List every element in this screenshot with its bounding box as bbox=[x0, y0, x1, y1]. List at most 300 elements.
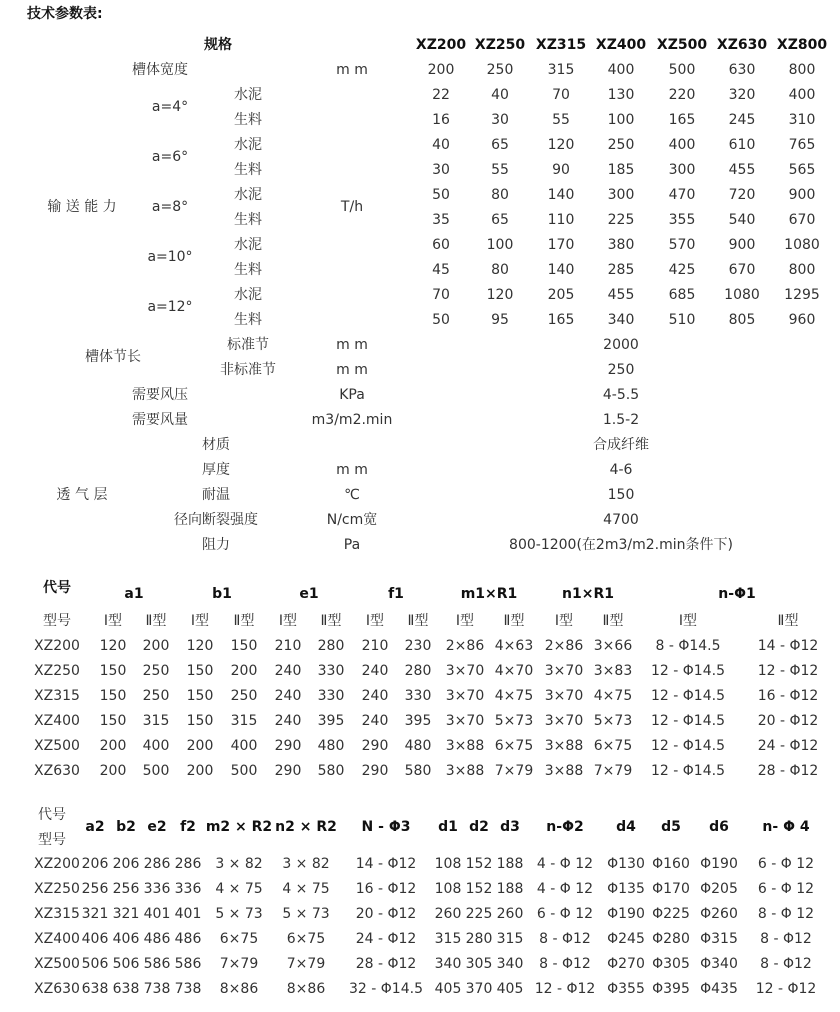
value-cell: 3×70 bbox=[445, 713, 485, 729]
model-name: XZ500 bbox=[34, 956, 80, 972]
value-cell: 30 bbox=[491, 112, 509, 128]
value-cell: 1080 bbox=[784, 237, 820, 253]
value-cell: Φ435 bbox=[700, 981, 738, 997]
value-cell: 120 bbox=[186, 638, 214, 654]
value-cell: 480 bbox=[404, 738, 432, 754]
material-label: 水泥 bbox=[234, 187, 262, 203]
unit-cell: KPa bbox=[339, 387, 365, 403]
value-cell: 5 × 73 bbox=[215, 906, 263, 922]
value-cell: 720 bbox=[728, 187, 756, 203]
unit-cell: ℃ bbox=[344, 487, 360, 503]
value-cell: 240 bbox=[274, 663, 302, 679]
value-cell: 90 bbox=[552, 162, 570, 178]
column-header: a2 bbox=[85, 819, 105, 835]
value-cell: 200 bbox=[186, 763, 214, 779]
value-cell: 260 bbox=[434, 906, 462, 922]
value-cell: 286 bbox=[174, 856, 202, 872]
material-label: 水泥 bbox=[234, 137, 262, 153]
value-cell: 738 bbox=[174, 981, 202, 997]
value-cell: 610 bbox=[728, 137, 756, 153]
value-cell: 24 - Φ12 bbox=[757, 738, 819, 754]
value-cell: 4×75 bbox=[494, 688, 534, 704]
unit-cell: m3/m2.min bbox=[311, 412, 393, 428]
model-name: XZ630 bbox=[34, 981, 80, 997]
group-header: b1 bbox=[212, 586, 232, 602]
value-cell: 310 bbox=[788, 112, 816, 128]
value-cell: 245 bbox=[728, 112, 756, 128]
value-cell: 120 bbox=[486, 287, 514, 303]
value-cell: 4 - Φ 12 bbox=[536, 856, 594, 872]
column-header: d6 bbox=[709, 819, 729, 835]
value-cell: 35 bbox=[432, 212, 450, 228]
value-cell: 1.5-2 bbox=[602, 412, 640, 428]
value-cell: 150 bbox=[607, 487, 635, 503]
value-cell: 580 bbox=[404, 763, 432, 779]
value-cell: 500 bbox=[142, 763, 170, 779]
value-cell: Φ225 bbox=[652, 906, 690, 922]
value-cell: 65 bbox=[491, 137, 509, 153]
value-cell: 290 bbox=[361, 738, 389, 754]
value-cell: 395 bbox=[404, 713, 432, 729]
model-name: XZ200 bbox=[34, 638, 80, 654]
value-cell: 3×88 bbox=[445, 763, 485, 779]
value-cell: 670 bbox=[788, 212, 816, 228]
column-header: d1 bbox=[438, 819, 458, 835]
value-cell: 8 - Φ12 bbox=[539, 931, 591, 947]
value-cell: Φ190 bbox=[607, 906, 645, 922]
value-cell: 150 bbox=[99, 713, 127, 729]
sub-label: 耐温 bbox=[202, 487, 230, 503]
material-label: 水泥 bbox=[234, 87, 262, 103]
sub-label: 厚度 bbox=[202, 462, 230, 478]
value-cell: 14 - Φ12 bbox=[355, 856, 417, 872]
value-cell: 20 - Φ12 bbox=[355, 906, 417, 922]
value-cell: 510 bbox=[668, 312, 696, 328]
value-cell: 321 bbox=[112, 906, 140, 922]
value-cell: 95 bbox=[491, 312, 509, 328]
value-cell: 250 bbox=[142, 688, 170, 704]
type-header: Ⅰ型 bbox=[678, 613, 698, 629]
column-header: d2 bbox=[469, 819, 489, 835]
value-cell: 150 bbox=[186, 713, 214, 729]
value-cell: 200 bbox=[230, 663, 258, 679]
model-name: XZ200 bbox=[34, 856, 80, 872]
column-header: d3 bbox=[500, 819, 520, 835]
value-cell: 6×75 bbox=[286, 931, 326, 947]
value-cell: 486 bbox=[174, 931, 202, 947]
material-label: 生料 bbox=[234, 312, 262, 328]
value-cell: 395 bbox=[317, 713, 345, 729]
unit-cell: m m bbox=[336, 337, 368, 353]
column-header: n2 × R2 bbox=[275, 819, 337, 835]
value-cell: 290 bbox=[274, 738, 302, 754]
type-header: Ⅰ型 bbox=[365, 613, 385, 629]
value-cell: 170 bbox=[547, 237, 575, 253]
value-cell: Φ160 bbox=[652, 856, 690, 872]
value-cell: 506 bbox=[81, 956, 109, 972]
column-header: b2 bbox=[116, 819, 136, 835]
type-header: Ⅰ型 bbox=[554, 613, 574, 629]
value-cell: 586 bbox=[143, 956, 171, 972]
value-cell: 685 bbox=[668, 287, 696, 303]
value-cell: 6 - Φ 12 bbox=[757, 881, 815, 897]
value-cell: 12 - Φ12 bbox=[757, 663, 819, 679]
model-name: XZ400 bbox=[34, 713, 80, 729]
value-cell: 240 bbox=[274, 688, 302, 704]
value-cell: 250 bbox=[230, 688, 258, 704]
angle-label: a=4° bbox=[151, 99, 189, 115]
value-cell: 6 - Φ 12 bbox=[757, 856, 815, 872]
row-label-section-length: 槽体节长 bbox=[85, 349, 141, 365]
value-cell: 540 bbox=[728, 212, 756, 228]
column-header: f2 bbox=[180, 819, 196, 835]
value-cell: 3×88 bbox=[445, 738, 485, 754]
value-cell: Φ245 bbox=[607, 931, 645, 947]
row-label-wind-volume: 需要风量 bbox=[132, 412, 188, 428]
value-cell: 506 bbox=[112, 956, 140, 972]
value-cell: 20 - Φ12 bbox=[757, 713, 819, 729]
value-cell: 210 bbox=[361, 638, 389, 654]
value-cell: 330 bbox=[317, 663, 345, 679]
value-cell: 100 bbox=[607, 112, 635, 128]
model-name: XZ250 bbox=[34, 663, 80, 679]
header-model: XZ200 bbox=[415, 37, 467, 53]
group-header: m1×R1 bbox=[460, 586, 518, 602]
model-label: 型号 bbox=[38, 832, 66, 848]
model-name: XZ315 bbox=[34, 906, 80, 922]
value-cell: 400 bbox=[788, 87, 816, 103]
value-cell: 12 - Φ14.5 bbox=[651, 738, 725, 754]
value-cell: 32 - Φ14.5 bbox=[349, 981, 423, 997]
value-cell: 400 bbox=[668, 137, 696, 153]
value-cell: 2000 bbox=[603, 337, 639, 353]
value-cell: Φ305 bbox=[652, 956, 690, 972]
value-cell: 150 bbox=[186, 688, 214, 704]
header-model: XZ630 bbox=[716, 37, 768, 53]
value-cell: 188 bbox=[496, 881, 524, 897]
value-cell: 12 - Φ14.5 bbox=[651, 763, 725, 779]
value-cell: Φ280 bbox=[652, 931, 690, 947]
value-cell: 285 bbox=[607, 262, 635, 278]
header-model: XZ800 bbox=[776, 37, 828, 53]
code-label: 代号 bbox=[43, 580, 71, 596]
value-cell: 55 bbox=[552, 112, 570, 128]
value-cell: 150 bbox=[230, 638, 258, 654]
value-cell: 3×70 bbox=[445, 688, 485, 704]
value-cell: 280 bbox=[404, 663, 432, 679]
value-cell: 22 bbox=[432, 87, 450, 103]
value-cell: 8 - Φ 12 bbox=[757, 906, 815, 922]
value-cell: 206 bbox=[81, 856, 109, 872]
value-cell: 55 bbox=[491, 162, 509, 178]
value-cell: 3×88 bbox=[544, 738, 584, 754]
group-header: f1 bbox=[388, 586, 404, 602]
unit-cell: N/cm宽 bbox=[326, 512, 378, 528]
value-cell: 260 bbox=[496, 906, 524, 922]
value-cell: 70 bbox=[432, 287, 450, 303]
value-cell: 220 bbox=[668, 87, 696, 103]
value-cell: Φ260 bbox=[700, 906, 738, 922]
value-cell: 4-5.5 bbox=[602, 387, 640, 403]
value-cell: 300 bbox=[607, 187, 635, 203]
value-cell: 185 bbox=[607, 162, 635, 178]
value-cell: 165 bbox=[547, 312, 575, 328]
value-cell: 8×86 bbox=[286, 981, 326, 997]
value-cell: 16 bbox=[432, 112, 450, 128]
value-cell: 12 - Φ12 bbox=[534, 981, 596, 997]
value-cell: 28 - Φ12 bbox=[757, 763, 819, 779]
value-cell: 580 bbox=[317, 763, 345, 779]
value-cell: 70 bbox=[552, 87, 570, 103]
value-cell: 400 bbox=[230, 738, 258, 754]
type-header: Ⅱ型 bbox=[602, 613, 624, 629]
value-cell: Φ190 bbox=[700, 856, 738, 872]
value-cell: 400 bbox=[142, 738, 170, 754]
value-cell: 405 bbox=[496, 981, 524, 997]
value-cell: Φ170 bbox=[652, 881, 690, 897]
value-cell: 108 bbox=[434, 881, 462, 897]
type-header: Ⅰ型 bbox=[455, 613, 475, 629]
value-cell: 65 bbox=[491, 212, 509, 228]
value-cell: 7×79 bbox=[593, 763, 633, 779]
value-cell: 315 bbox=[142, 713, 170, 729]
value-cell: 330 bbox=[317, 688, 345, 704]
value-cell: 240 bbox=[274, 713, 302, 729]
value-cell: 150 bbox=[99, 663, 127, 679]
value-cell: Φ355 bbox=[607, 981, 645, 997]
value-cell: 900 bbox=[728, 237, 756, 253]
sub-label: 标准节 bbox=[227, 337, 269, 353]
model-label: 型号 bbox=[43, 613, 71, 629]
value-cell: 256 bbox=[81, 881, 109, 897]
value-cell: 24 - Φ12 bbox=[355, 931, 417, 947]
value-cell: 500 bbox=[668, 62, 696, 78]
value-cell: 12 - Φ12 bbox=[755, 981, 817, 997]
value-cell: 合成纤维 bbox=[593, 437, 649, 453]
value-cell: 320 bbox=[728, 87, 756, 103]
value-cell: 240 bbox=[361, 688, 389, 704]
value-cell: 315 bbox=[547, 62, 575, 78]
value-cell: 280 bbox=[465, 931, 493, 947]
type-header: Ⅰ型 bbox=[278, 613, 298, 629]
value-cell: 150 bbox=[186, 663, 214, 679]
value-cell: 6×75 bbox=[494, 738, 534, 754]
value-cell: 205 bbox=[547, 287, 575, 303]
value-cell: 8 - Φ12 bbox=[760, 931, 812, 947]
value-cell: 5 × 73 bbox=[282, 906, 330, 922]
page-title: 技术参数表: bbox=[27, 6, 103, 22]
value-cell: 50 bbox=[432, 187, 450, 203]
type-header: Ⅱ型 bbox=[233, 613, 255, 629]
value-cell: 8 - Φ12 bbox=[760, 956, 812, 972]
header-model: XZ315 bbox=[535, 37, 587, 53]
row-label-wind-pressure: 需要风压 bbox=[132, 387, 188, 403]
value-cell: 3×70 bbox=[544, 663, 584, 679]
value-cell: 5×73 bbox=[494, 713, 534, 729]
value-cell: Φ135 bbox=[607, 881, 645, 897]
value-cell: 12 - Φ14.5 bbox=[651, 688, 725, 704]
value-cell: 3×70 bbox=[544, 688, 584, 704]
value-cell: 336 bbox=[143, 881, 171, 897]
value-cell: 4-6 bbox=[609, 462, 633, 478]
value-cell: 455 bbox=[728, 162, 756, 178]
value-cell: 455 bbox=[607, 287, 635, 303]
type-header: Ⅱ型 bbox=[503, 613, 525, 629]
value-cell: 152 bbox=[465, 881, 493, 897]
value-cell: 165 bbox=[668, 112, 696, 128]
sub-label: 非标准节 bbox=[220, 362, 276, 378]
value-cell: 16 - Φ12 bbox=[355, 881, 417, 897]
material-label: 生料 bbox=[234, 262, 262, 278]
value-cell: 206 bbox=[112, 856, 140, 872]
value-cell: 150 bbox=[99, 688, 127, 704]
value-cell: 800 bbox=[788, 262, 816, 278]
value-cell: 670 bbox=[728, 262, 756, 278]
value-cell: 230 bbox=[404, 638, 432, 654]
value-cell: 330 bbox=[404, 688, 432, 704]
value-cell: 28 - Φ12 bbox=[355, 956, 417, 972]
unit-cell: m m bbox=[336, 362, 368, 378]
value-cell: 6 - Φ 12 bbox=[536, 906, 594, 922]
value-cell: 565 bbox=[788, 162, 816, 178]
value-cell: 315 bbox=[496, 931, 524, 947]
value-cell: 321 bbox=[81, 906, 109, 922]
value-cell: 14 - Φ12 bbox=[757, 638, 819, 654]
material-label: 生料 bbox=[234, 212, 262, 228]
value-cell: 7×79 bbox=[286, 956, 326, 972]
value-cell: 425 bbox=[668, 262, 696, 278]
value-cell: 130 bbox=[607, 87, 635, 103]
value-cell: 3×83 bbox=[593, 663, 633, 679]
value-cell: 250 bbox=[607, 362, 635, 378]
material-label: 生料 bbox=[234, 162, 262, 178]
value-cell: 108 bbox=[434, 856, 462, 872]
value-cell: Φ205 bbox=[700, 881, 738, 897]
value-cell: 290 bbox=[361, 763, 389, 779]
value-cell: 340 bbox=[607, 312, 635, 328]
value-cell: 225 bbox=[607, 212, 635, 228]
type-header: Ⅱ型 bbox=[145, 613, 167, 629]
angle-label: a=10° bbox=[147, 249, 193, 265]
unit-cell: m m bbox=[336, 62, 368, 78]
value-cell: 738 bbox=[143, 981, 171, 997]
value-cell: 30 bbox=[432, 162, 450, 178]
value-cell: 152 bbox=[465, 856, 493, 872]
unit-cell: T/h bbox=[340, 199, 364, 215]
value-cell: 406 bbox=[112, 931, 140, 947]
value-cell: 40 bbox=[491, 87, 509, 103]
header-spec: 规格 bbox=[204, 37, 232, 53]
value-cell: 336 bbox=[174, 881, 202, 897]
value-cell: 6×75 bbox=[219, 931, 259, 947]
value-cell: 800-1200(在2m3/m2.min条件下) bbox=[509, 537, 733, 553]
model-name: XZ250 bbox=[34, 881, 80, 897]
type-header: Ⅱ型 bbox=[777, 613, 799, 629]
value-cell: 960 bbox=[788, 312, 816, 328]
value-cell: 40 bbox=[432, 137, 450, 153]
value-cell: 50 bbox=[432, 312, 450, 328]
angle-label: a=6° bbox=[151, 149, 189, 165]
value-cell: 200 bbox=[99, 763, 127, 779]
value-cell: 370 bbox=[465, 981, 493, 997]
type-header: Ⅱ型 bbox=[407, 613, 429, 629]
value-cell: 16 - Φ12 bbox=[757, 688, 819, 704]
value-cell: 570 bbox=[668, 237, 696, 253]
value-cell: 8 - Φ14.5 bbox=[655, 638, 721, 654]
sub-label: 阻力 bbox=[202, 537, 230, 553]
value-cell: 290 bbox=[274, 763, 302, 779]
value-cell: 110 bbox=[547, 212, 575, 228]
group-header: a1 bbox=[124, 586, 144, 602]
value-cell: 6×75 bbox=[593, 738, 633, 754]
value-cell: 12 - Φ14.5 bbox=[651, 713, 725, 729]
value-cell: Φ340 bbox=[700, 956, 738, 972]
value-cell: 200 bbox=[142, 638, 170, 654]
value-cell: 630 bbox=[728, 62, 756, 78]
unit-cell: Pa bbox=[343, 537, 361, 553]
value-cell: 210 bbox=[274, 638, 302, 654]
value-cell: 2×86 bbox=[544, 638, 584, 654]
value-cell: 280 bbox=[317, 638, 345, 654]
value-cell: 7×79 bbox=[494, 763, 534, 779]
value-cell: Φ315 bbox=[700, 931, 738, 947]
value-cell: 3×70 bbox=[445, 663, 485, 679]
type-header: Ⅱ型 bbox=[320, 613, 342, 629]
value-cell: 305 bbox=[465, 956, 493, 972]
value-cell: Φ130 bbox=[607, 856, 645, 872]
model-name: XZ630 bbox=[34, 763, 80, 779]
header-model: XZ500 bbox=[656, 37, 708, 53]
value-cell: 240 bbox=[361, 663, 389, 679]
model-name: XZ500 bbox=[34, 738, 80, 754]
value-cell: 188 bbox=[496, 856, 524, 872]
type-header: Ⅰ型 bbox=[190, 613, 210, 629]
value-cell: 355 bbox=[668, 212, 696, 228]
value-cell: 401 bbox=[174, 906, 202, 922]
column-header: n-Φ2 bbox=[546, 819, 584, 835]
value-cell: 225 bbox=[465, 906, 493, 922]
column-header: d4 bbox=[616, 819, 636, 835]
value-cell: 140 bbox=[547, 262, 575, 278]
row-label-capacity: 输 送 能 力 bbox=[47, 199, 117, 215]
column-header: N - Φ3 bbox=[361, 819, 411, 835]
value-cell: 2×86 bbox=[445, 638, 485, 654]
code-label: 代号 bbox=[38, 807, 66, 823]
value-cell: 240 bbox=[361, 713, 389, 729]
value-cell: 200 bbox=[99, 738, 127, 754]
column-header: n- Φ 4 bbox=[762, 819, 810, 835]
value-cell: 405 bbox=[434, 981, 462, 997]
sub-label: 材质 bbox=[202, 437, 230, 453]
value-cell: 486 bbox=[143, 931, 171, 947]
unit-cell: m m bbox=[336, 462, 368, 478]
value-cell: 80 bbox=[491, 262, 509, 278]
group-header: n-Φ1 bbox=[718, 586, 756, 602]
type-header: Ⅰ型 bbox=[103, 613, 123, 629]
value-cell: 256 bbox=[112, 881, 140, 897]
value-cell: 340 bbox=[434, 956, 462, 972]
value-cell: 3×66 bbox=[593, 638, 633, 654]
value-cell: 470 bbox=[668, 187, 696, 203]
value-cell: 4 × 75 bbox=[282, 881, 330, 897]
group-header: e1 bbox=[299, 586, 319, 602]
value-cell: 140 bbox=[547, 187, 575, 203]
value-cell: 480 bbox=[317, 738, 345, 754]
value-cell: 340 bbox=[496, 956, 524, 972]
material-label: 水泥 bbox=[234, 237, 262, 253]
value-cell: 12 - Φ14.5 bbox=[651, 663, 725, 679]
value-cell: 200 bbox=[186, 738, 214, 754]
